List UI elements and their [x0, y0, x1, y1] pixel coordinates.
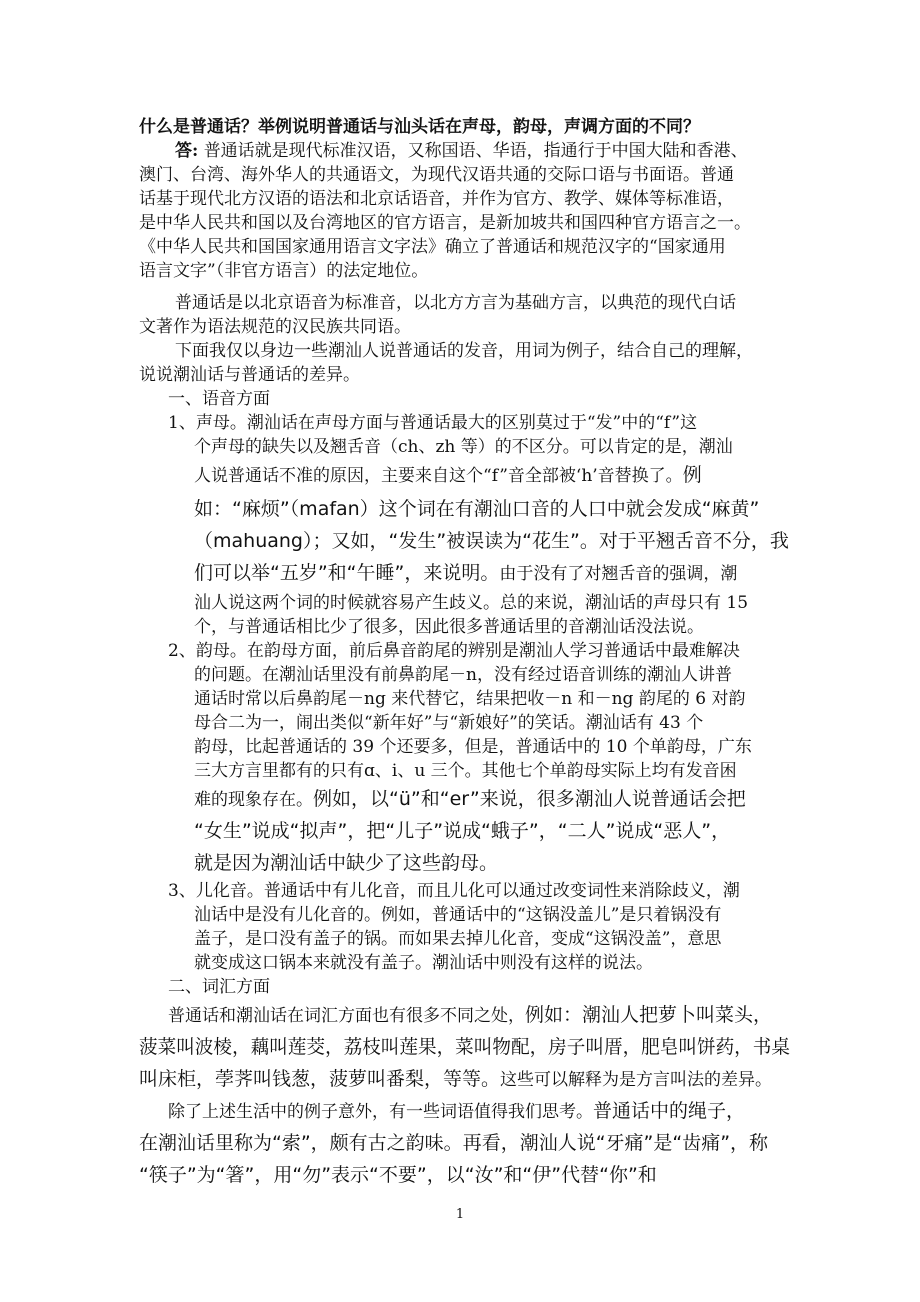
line-text: 叫床柜，荸荠叫钱葱，菠萝叫番梨，等等。	[139, 1068, 501, 1090]
list-item-line: 盖子，是口没有盖子的锅。而如果去掉儿化音，变成“这锅没盖”，意思	[194, 929, 722, 949]
list-item-line: 如：“麻烦”（mafan）这个词在有潮汕口音的人口中就会发成“麻黄”	[194, 498, 760, 520]
line-text: 例如，以“ü”和“er”来说，很多潮汕人说普通话会把	[313, 788, 746, 810]
line-text: 普通话和潮汕话在词汇方面也有很多不同之处，	[168, 1006, 525, 1026]
list-item-line: 个声母的缺失以及翘舌音（ch、zh 等）的不区分。可以肯定的是，潮汕	[194, 437, 733, 457]
paragraph-line	[139, 1068, 772, 1091]
line-text: 例	[682, 464, 702, 486]
answer-label: 答:	[175, 141, 199, 161]
section-heading: 二、词汇方面	[168, 977, 270, 997]
paragraph-line: “筷子”为“箸”，用“勿”表示“不要”，以“汝”和“伊”代替“你”和	[139, 1164, 657, 1186]
line-text: 普通话中的绳子，	[593, 1100, 746, 1122]
question-title: 什么是普通话？举例说明普通话与汕头话在声母，韵母，声调方面的不同？	[139, 117, 700, 137]
paragraph-line: 话基于现代北方汉语的语法和北京话语音，并作为官方、教学、媒体等标准语，	[139, 189, 734, 209]
paragraph-line: 是中华人民共和国以及台湾地区的官方语言，是新加坡共和国四种官方语言之一。	[139, 213, 751, 233]
list-item-line: 就变成这口锅本来就没有盖子。潮汕话中则没有这样的说法。	[194, 953, 653, 973]
line-text: 例如：潮汕人把萝卜叫菜头，	[525, 1004, 773, 1026]
list-item-line: （mahuang）；又如，“发生”被误读为“花生”。对于平翘舌音不分，我	[194, 530, 789, 552]
list-item-line: 1、声母。潮汕话在声母方面与普通话最大的区别莫过于“发”中的“f”这	[168, 413, 698, 433]
list-item-line	[194, 788, 746, 811]
page-number: 1	[455, 1207, 465, 1222]
list-item-line: 三大方言里都有的只有ɑ、i、u 三个。其他七个单韵母实际上均有发音困	[194, 761, 737, 781]
paragraph-line: 在潮汕话里称为“索”，颇有古之韵味。再看，潮汕人说“牙痛”是“齿痛”，称	[139, 1132, 769, 1154]
line-text: 除了上述生活中的例子意外，有一些词语值得我们思考。	[168, 1102, 593, 1122]
paragraph-line	[168, 1100, 745, 1123]
line-text: 普通话就是现代标准汉语，又称国语、华语，指通行于中国大陆和香港、	[203, 141, 748, 161]
paragraph-line: 下面我仅以身边一些潮汕人说普通话的发音，用词为例子，结合自己的理解，	[175, 341, 753, 361]
list-item-line: 母合二为一，闹出类似“新年好”与“新娘好”的笑话。潮汕话有 43 个	[194, 713, 704, 733]
line-text: 由于没有了对翘舌音的强调，潮	[499, 564, 738, 584]
list-item-line: 汕话中是没有儿化音的。例如，普通话中的“这锅没盖儿”是只着锅没有	[194, 905, 722, 925]
list-item-line: “女生”说成“拟声”，把“儿子”说成“蛾子”，“二人”说成“恶人”，	[194, 820, 731, 842]
list-item-line: 通话时常以后鼻韵尾－ng 来代替它，结果把收－n 和－ng 韵尾的 6 对韵	[194, 689, 746, 709]
paragraph-line	[175, 140, 748, 162]
list-item-line	[194, 464, 702, 487]
line-text: 难的现象存在。	[194, 790, 313, 810]
list-item-line	[194, 562, 737, 585]
paragraph-line: 《中华人民共和国国家通用语言文字法》确立了普通话和规范汉字的“国家通用	[139, 237, 726, 257]
list-item-line: 汕人说这两个词的时候就容易产生歧义。总的来说，潮汕话的声母只有 15	[194, 593, 749, 613]
section-heading: 一、语音方面	[168, 389, 270, 409]
paragraph-line: 澳门、台湾、海外华人的共通语文，为现代汉语共通的交际口语与书面语。普通	[139, 165, 734, 185]
paragraph-line: 菠菜叫波棱，藕叫莲茭，荔枝叫莲果，菜叫物配，房子叫厝，肥皂叫饼药，书桌	[139, 1036, 790, 1058]
list-item-line: 3、儿化音。普通话中有儿化音，而且儿化可以通过改变词性来消除歧义，潮	[168, 881, 740, 901]
list-item-line: 的问题。在潮汕话里没有前鼻韵尾－n，没有经过语音训练的潮汕人讲普	[194, 665, 732, 685]
list-item-line: 就是因为潮汕话中缺少了这些韵母。	[194, 852, 499, 874]
line-text: 们可以举“五岁”和“午睡”，来说明。	[194, 562, 500, 584]
paragraph-line: 普通话是以北京语音为标准音，以北方方言为基础方言，以典范的现代白话	[175, 293, 736, 313]
list-item-line: 个，与普通话相比少了很多，因此很多普通话里的音潮汕话没法说。	[194, 617, 704, 637]
line-text: 人说普通话不准的原因，主要来自这个“f”音全部被‘h’音替换了。	[194, 466, 683, 486]
list-item-line: 2、韵母。在韵母方面，前后鼻音韵尾的辨别是潮汕人学习普通话中最难解决	[168, 641, 740, 661]
list-item-line: 韵母，比起普通话的 39 个还要多，但是，普通话中的 10 个单韵母，广东	[194, 737, 752, 757]
line-text: 这些可以解释为是方言叫法的差异。	[500, 1070, 773, 1090]
paragraph-line: 语言文字”（非官方语言）的法定地位。	[139, 261, 429, 281]
paragraph-line	[168, 1004, 772, 1027]
paragraph-line: 文著作为语法规范的汉民族共同语。	[139, 317, 411, 337]
paragraph-line: 说说潮汕话与普通话的差异。	[139, 365, 360, 385]
